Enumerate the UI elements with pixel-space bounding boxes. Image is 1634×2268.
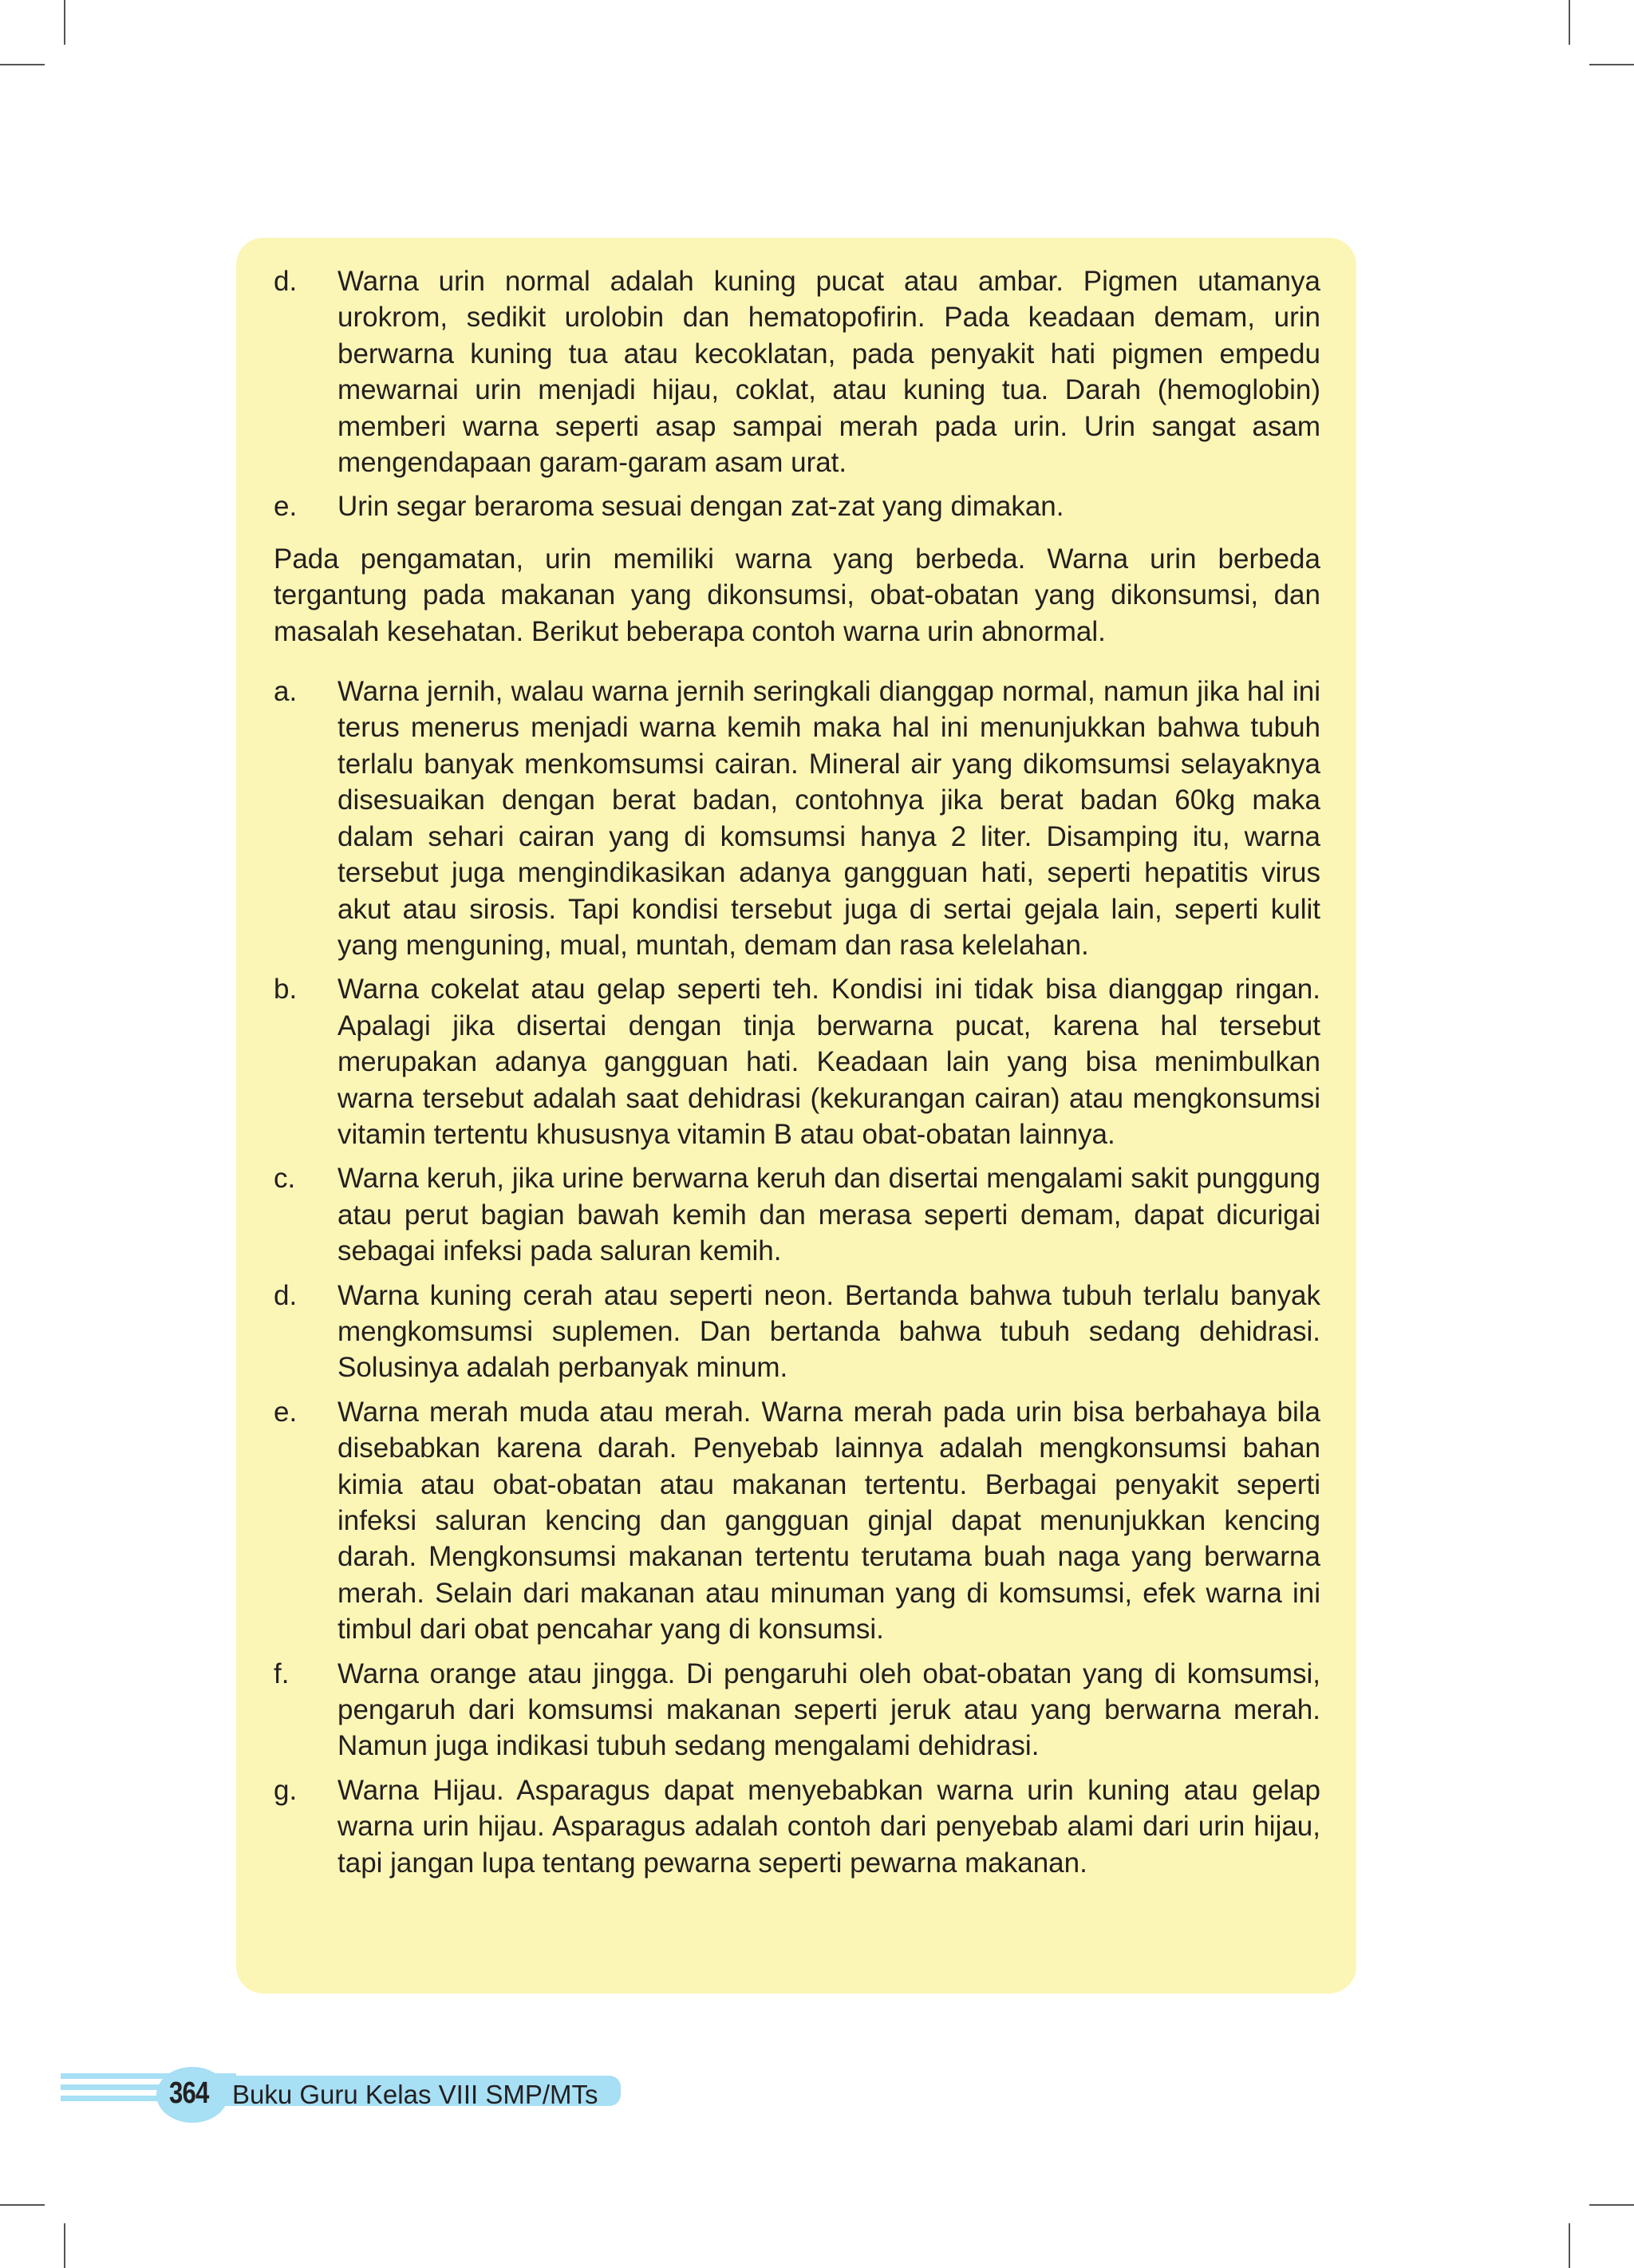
list-item-text: Warna keruh, jika urine berwarna keruh dan disertai mengalami sakit punggung atau perut bagian bawah kemih dan merasa seperti demam, dapat dicurigai sebagai infeksi pada saluran kemih. bbox=[337, 1163, 1320, 1267]
list-item-text: Warna orange atau jingga. Di pengaruhi oleh obat-obatan yang di komsumsi, pengaruh dari komsumsi makanan seperti jeruk atau yang berwarna merah. Namun juga indikasi tubuh sedang mengalami dehidrasi. bbox=[337, 1658, 1320, 1762]
crop-mark bbox=[1589, 64, 1634, 65]
list-marker: e. bbox=[274, 491, 298, 523]
list-item-text: Urin segar beraroma sesuai dengan zat-zat yang dimakan. bbox=[337, 491, 1064, 523]
list-item bbox=[274, 1656, 1320, 1764]
list-item bbox=[274, 1278, 1320, 1386]
crop-mark bbox=[1589, 2204, 1634, 2206]
list-item bbox=[274, 488, 1320, 524]
list-item bbox=[274, 1394, 1320, 1648]
list-item-text: Warna kuning cerah atau seperti neon. Bertanda bahwa tubuh terlalu banyak mengkomsumsi suplemen. Dan bertanda bahwa tubuh sedang dehidrasi. Solusinya adalah perbanyak minum. bbox=[337, 1279, 1320, 1384]
list-marker: d. bbox=[274, 1279, 298, 1311]
list-item bbox=[274, 1772, 1320, 1881]
crop-mark bbox=[1569, 2223, 1570, 2268]
list-marker: e. bbox=[274, 1396, 298, 1428]
list-item bbox=[274, 263, 1320, 480]
book-title: Buku Guru Kelas VIII SMP/MTs bbox=[232, 2080, 598, 2109]
list-marker: d. bbox=[274, 266, 298, 297]
page-number: 364 bbox=[169, 2076, 209, 2110]
crop-mark bbox=[0, 2204, 45, 2206]
crop-mark bbox=[64, 2223, 65, 2268]
list-item bbox=[274, 1160, 1320, 1269]
list-item-text: Warna cokelat atau gelap seperti teh. Kondisi ini tidak bisa dianggap ringan. Apalagi jika disertai dengan tinja berwarna pucat, karena hal tersebut merupakan adanya gangguan hati. Keadaan lain yang bisa menimbulkan warna tersebut adalah saat dehidrasi (kekurangan cairan) atau mengkonsumsi vitamin tertentu khususnya vitamin B atau obat-obatan lainnya. bbox=[337, 974, 1320, 1150]
list-marker: f. bbox=[274, 1658, 290, 1689]
list-marker: a. bbox=[274, 676, 298, 708]
list-item bbox=[274, 674, 1320, 963]
list-item-text: Warna urin normal adalah kuning pucat atau ambar. Pigmen utamanya urokrom, sedikit urolobin dan hematopofirin. Pada keadaan demam, urin berwarna kuning tua atau kecoklatan, pada penyakit hati pigmen empedu mewarnai urin menjadi hijau, coklat, atau kuning tua. Darah (hemoglobin) memberi warna seperti asap sampai merah pada urin. Urin sangat asam mengendapaan garam-garam asam urat. bbox=[337, 266, 1320, 479]
list-b bbox=[274, 674, 1320, 1881]
list-marker: c. bbox=[274, 1163, 296, 1195]
crop-mark bbox=[0, 64, 45, 65]
crop-mark bbox=[1569, 0, 1570, 45]
page-footer bbox=[0, 2067, 638, 2131]
list-item-text: Warna Hijau. Asparagus dapat menyebabkan warna urin kuning atau gelap warna urin hijau. Asparagus adalah contoh dari penyebab alami dari urin hijau, tapi jangan lupa tentang pewarna seperti pewarna makanan. bbox=[337, 1774, 1320, 1879]
list-item-text: Warna merah muda atau merah. Warna merah pada urin bisa berbahaya bila disebabkan karena darah. Penyebab lainnya adalah mengkonsumsi bahan kimia atau obat-obatan atau makanan tertentu. Berbagai penyakit seperti infeksi saluran kencing dan gangguan ginjal dapat menunjukkan kencing darah. Mengkonsumsi makanan tertentu terutama buah naga yang berwarna merah. Selain dari makanan atau minuman yang di komsumsi, efek warna ini timbul dari obat pencahar yang di konsumsi. bbox=[337, 1396, 1320, 1646]
list-item-text: Warna jernih, walau warna jernih seringkali dianggap normal, namun jika hal ini terus menerus menjadi warna kemih maka hal ini menunjukkan bahwa tubuh terlalu banyak menkomsumsi cairan. Mineral air yang dikomsumsi selayaknya disesuaikan dengan berat badan, contohnya jika berat badan 60kg maka dalam sehari cairan yang di komsumsi hanya 2 liter. Disamping itu, warna tersebut juga mengindikasikan adanya gangguan hati, seperti hepatitis virus akut atau sirosis. Tapi kondisi tersebut juga di sertai gejala lain, seperti kulit yang menguning, mual, muntah, demam dan rasa kelelahan. bbox=[337, 676, 1320, 961]
list-item bbox=[274, 971, 1320, 1152]
list-a bbox=[274, 263, 1320, 525]
list-marker: b. bbox=[274, 974, 298, 1006]
page-content bbox=[274, 263, 1320, 1889]
list-marker: g. bbox=[274, 1774, 298, 1806]
crop-mark bbox=[64, 0, 65, 45]
body-paragraph: Pada pengamatan, urin memiliki warna yang berbeda. Warna urin berbeda tergantung pada makanan yang dikonsumsi, obat-obatan yang dikonsumsi, dan masalah kesehatan. Berikut beberapa contoh warna urin abnormal. bbox=[274, 543, 1320, 647]
